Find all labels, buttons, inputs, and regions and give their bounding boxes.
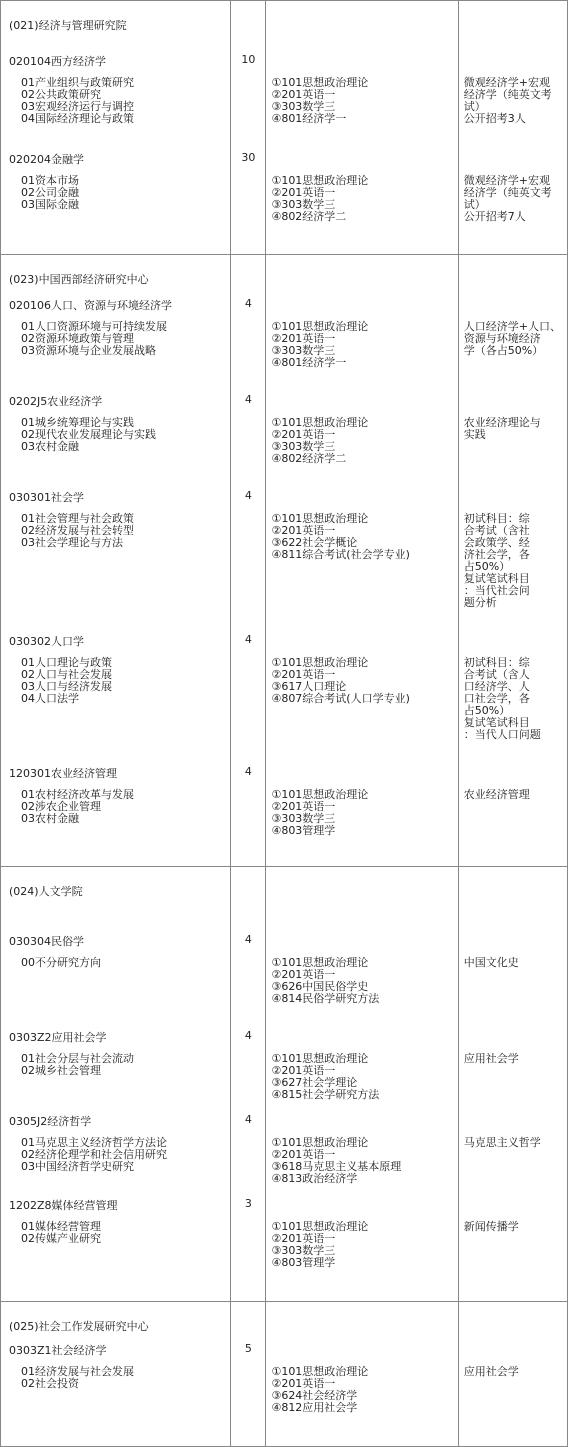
note-line: 合考试（含人 xyxy=(463,668,530,681)
major-name: 030301社会学 xyxy=(9,491,84,504)
major-name: 0305J2经济哲学 xyxy=(9,1115,92,1128)
note-line: 微观经济学+宏观 xyxy=(463,174,550,187)
col-quota xyxy=(231,1,266,255)
exam-subject: ②201英语一 xyxy=(271,524,336,537)
section-row xyxy=(1,1302,568,1447)
direction-list xyxy=(21,1053,134,1077)
major-name: 020104西方经济学 xyxy=(9,55,106,68)
direction-item: 02人口与社会发展 xyxy=(21,668,112,681)
col-exams xyxy=(266,255,458,867)
notes xyxy=(464,957,519,969)
col-major xyxy=(1,255,231,867)
notes xyxy=(464,77,552,125)
quota-value: 30 xyxy=(241,151,256,164)
col-quota xyxy=(231,1302,266,1447)
note-line: 应用社会学 xyxy=(463,1052,519,1065)
notes xyxy=(464,417,541,441)
note-line: 经济学（纯英文考 xyxy=(463,186,552,199)
direction-item: 02城乡社会管理 xyxy=(21,1064,101,1077)
department-title: (025)社会工作发展研究中心 xyxy=(9,1320,149,1333)
note-line: 农业经济理论与 xyxy=(463,416,541,429)
quota-value: 4 xyxy=(244,933,252,946)
exam-subject: ①101思想政治理论 xyxy=(271,1052,369,1065)
exam-subjects xyxy=(271,789,368,837)
direction-list xyxy=(21,321,167,357)
col-quota xyxy=(231,867,266,1302)
major-name: 120301农业经济管理 xyxy=(9,767,117,780)
direction-item: 00不分研究方向 xyxy=(21,956,101,969)
exam-subject: ①101思想政治理论 xyxy=(271,76,369,89)
note-line: 中国文化史 xyxy=(463,956,519,969)
exam-subjects xyxy=(271,417,368,465)
note-line: 应用社会学 xyxy=(463,1365,519,1378)
note-line: 口经济学、人 xyxy=(463,680,530,693)
exam-subject: ③303数学三 xyxy=(271,440,336,453)
exam-subjects xyxy=(271,513,409,561)
section-row xyxy=(1,255,568,867)
exam-subject: ①101思想政治理论 xyxy=(271,956,369,969)
quota-value: 4 xyxy=(244,393,252,406)
direction-list xyxy=(21,1221,101,1245)
exam-subjects xyxy=(271,1366,368,1414)
direction-item: 04国际经济理论与政策 xyxy=(21,112,134,125)
note-line: 口社会学，各 xyxy=(463,692,530,705)
col-notes xyxy=(458,255,567,867)
note-line: ：当代社会问 xyxy=(463,584,530,597)
exam-subject: ③626中国民俗学史 xyxy=(271,980,369,993)
direction-item: 03资源环境与企业发展战略 xyxy=(21,344,156,357)
col-major xyxy=(1,1,231,255)
col-notes xyxy=(458,867,567,1302)
col-quota xyxy=(231,255,266,867)
exam-subject: ①101思想政治理论 xyxy=(271,1365,369,1378)
notes xyxy=(464,1137,541,1149)
section-row xyxy=(1,1,568,255)
direction-item: 02现代农业发展理论与实践 xyxy=(21,428,156,441)
direction-item: 03中国经济哲学史研究 xyxy=(21,1160,134,1173)
exam-subjects xyxy=(271,1221,368,1269)
exam-subjects xyxy=(271,957,379,1005)
note-line: ：当代人口问题 xyxy=(463,728,541,741)
exam-subject: ④802经济学二 xyxy=(271,210,347,223)
direction-list xyxy=(21,957,101,969)
department-title: (024)人文学院 xyxy=(9,885,83,898)
col-exams xyxy=(266,1302,458,1447)
note-line: 会政策学、经 xyxy=(463,536,530,549)
note-line: 合考试（含社 xyxy=(463,524,530,537)
note-line: 复试笔试科目 xyxy=(463,572,530,585)
exam-subject: ②201英语一 xyxy=(271,88,336,101)
direction-item: 01资本市场 xyxy=(21,174,79,187)
notes xyxy=(464,1366,519,1378)
exam-subject: ③622社会学概论 xyxy=(271,536,358,549)
exam-subjects xyxy=(271,77,368,125)
direction-list xyxy=(21,657,112,705)
major-name: 030304民俗学 xyxy=(9,935,84,948)
major-name: 020106人口、资源与环境经济学 xyxy=(9,299,172,312)
col-exams xyxy=(266,867,458,1302)
direction-item: 01媒体经营管理 xyxy=(21,1220,101,1233)
direction-item: 03国际金融 xyxy=(21,198,79,211)
exam-subject: ④813政治经济学 xyxy=(271,1172,358,1185)
quota-value: 3 xyxy=(244,1197,252,1210)
direction-item: 02资源环境政策与管理 xyxy=(21,332,134,345)
major-name: 0303Z1社会经济学 xyxy=(9,1344,107,1357)
note-line: 马克思主义哲学 xyxy=(463,1136,541,1149)
col-exams xyxy=(266,1,458,255)
direction-list xyxy=(21,1366,134,1390)
direction-item: 01人口理论与政策 xyxy=(21,656,112,669)
exam-subjects xyxy=(271,657,409,705)
exam-subject: ①101思想政治理论 xyxy=(271,1220,369,1233)
exam-subject: ③303数学三 xyxy=(271,198,336,211)
exam-subject: ③303数学三 xyxy=(271,344,336,357)
note-line: 人口经济学+人口、 xyxy=(463,320,561,333)
note-line: 试） xyxy=(463,100,486,113)
quota-value: 4 xyxy=(244,297,252,310)
quota-value: 10 xyxy=(241,53,256,66)
note-line: 实践 xyxy=(463,428,486,441)
direction-item: 03农村金融 xyxy=(21,440,79,453)
note-line: 初试科目：综 xyxy=(463,656,530,669)
exam-subject: ③303数学三 xyxy=(271,100,336,113)
exam-subject: ④803管理学 xyxy=(271,1256,336,1269)
notes xyxy=(464,321,561,357)
note-line: 农业经济管理 xyxy=(463,788,530,801)
notes xyxy=(464,1053,519,1065)
note-line: 公开招考7人 xyxy=(463,210,526,223)
exam-subject: ①101思想政治理论 xyxy=(271,416,369,429)
direction-item: 02社会投资 xyxy=(21,1377,79,1390)
direction-item: 02公共政策研究 xyxy=(21,88,101,101)
exam-subject: ③303数学三 xyxy=(271,1244,336,1257)
department-title: (021)经济与管理研究院 xyxy=(9,19,127,32)
direction-item: 01马克思主义经济哲学方法论 xyxy=(21,1136,167,1149)
major-name: 020204金融学 xyxy=(9,153,84,166)
exam-subject: ④807综合考试(人口学专业) xyxy=(271,692,410,705)
direction-item: 03人口与经济发展 xyxy=(21,680,112,693)
direction-item: 03农村金融 xyxy=(21,812,79,825)
direction-item: 01人口资源环境与可持续发展 xyxy=(21,320,167,333)
exam-subject: ④801经济学一 xyxy=(271,112,347,125)
notes xyxy=(464,789,530,801)
note-line: 占50%） xyxy=(463,560,511,573)
quota-value: 4 xyxy=(244,489,252,502)
col-major xyxy=(1,1302,231,1447)
major-name: 1202Z8媒体经营管理 xyxy=(9,1199,118,1212)
exam-subject: ③627社会学理论 xyxy=(271,1076,358,1089)
exam-subject: ②201英语一 xyxy=(271,1064,336,1077)
exam-subject: ④812应用社会学 xyxy=(271,1401,358,1414)
direction-item: 01城乡统筹理论与实践 xyxy=(21,416,134,429)
direction-item: 02公司金融 xyxy=(21,186,79,199)
direction-list xyxy=(21,1137,167,1173)
note-line: 资源与环境经济 xyxy=(463,332,541,345)
direction-item: 02经济伦理学和社会信用研究 xyxy=(21,1148,167,1161)
quota-value: 4 xyxy=(244,1029,252,1042)
exam-subjects xyxy=(271,321,368,369)
direction-item: 01社会管理与社会政策 xyxy=(21,512,134,525)
exam-subject: ①101思想政治理论 xyxy=(271,320,369,333)
col-notes xyxy=(458,1302,567,1447)
exam-subject: ③624社会经济学 xyxy=(271,1389,358,1402)
note-line: 经济学（纯英文考 xyxy=(463,88,552,101)
direction-list xyxy=(21,513,134,549)
note-line: 试） xyxy=(463,198,486,211)
direction-list xyxy=(21,175,79,211)
quota-value: 4 xyxy=(244,765,252,778)
major-name: 0303Z2应用社会学 xyxy=(9,1031,107,1044)
note-line: 公开招考3人 xyxy=(463,112,526,125)
notes xyxy=(464,175,552,223)
quota-value: 4 xyxy=(244,633,252,646)
exam-subject: ①101思想政治理论 xyxy=(271,174,369,187)
direction-item: 01社会分层与社会流动 xyxy=(21,1052,134,1065)
direction-item: 03社会学理论与方法 xyxy=(21,536,123,549)
direction-list xyxy=(21,789,134,825)
quota-value: 4 xyxy=(244,1113,252,1126)
exam-subject: ④802经济学二 xyxy=(271,452,347,465)
exam-subject: ②201英语一 xyxy=(271,968,336,981)
exam-subjects xyxy=(271,1053,379,1101)
exam-subject: ④814民俗学研究方法 xyxy=(271,992,380,1005)
exam-subject: ④803管理学 xyxy=(271,824,336,837)
direction-item: 01经济发展与社会发展 xyxy=(21,1365,134,1378)
exam-subject: ①101思想政治理论 xyxy=(271,656,369,669)
exam-subject: ③303数学三 xyxy=(271,812,336,825)
note-line: 微观经济学+宏观 xyxy=(463,76,550,89)
note-line: 济社会学，各 xyxy=(463,548,530,561)
note-line: 复试笔试科目 xyxy=(463,716,530,729)
notes xyxy=(464,1221,519,1233)
note-line: 初试科目：综 xyxy=(463,512,530,525)
notes xyxy=(464,513,530,609)
exam-subject: ②201英语一 xyxy=(271,668,336,681)
exam-subject: ②201英语一 xyxy=(271,1148,336,1161)
note-line: 题分析 xyxy=(463,596,497,609)
direction-list xyxy=(21,77,134,125)
quota-value: 5 xyxy=(244,1342,252,1355)
exam-subject: ②201英语一 xyxy=(271,186,336,199)
notes xyxy=(464,657,541,741)
major-name: 0202J5农业经济学 xyxy=(9,395,103,408)
direction-item: 02经济发展与社会转型 xyxy=(21,524,134,537)
direction-item: 01产业组织与政策研究 xyxy=(21,76,134,89)
exam-subjects xyxy=(271,1137,401,1185)
section-row xyxy=(1,867,568,1302)
exam-subject: ①101思想政治理论 xyxy=(271,1136,369,1149)
exam-subject: ①101思想政治理论 xyxy=(271,788,369,801)
exam-subject: ④801经济学一 xyxy=(271,356,347,369)
department-title: (023)中国西部经济研究中心 xyxy=(9,273,149,286)
direction-item: 02传媒产业研究 xyxy=(21,1232,101,1245)
direction-item: 02涉农企业管理 xyxy=(21,800,101,813)
exam-subject: ②201英语一 xyxy=(271,1377,336,1390)
exam-subjects xyxy=(271,175,368,223)
note-line: 新闻传播学 xyxy=(463,1220,519,1233)
direction-item: 03宏观经济运行与调控 xyxy=(21,100,134,113)
exam-subject: ②201英语一 xyxy=(271,428,336,441)
exam-subject: ①101思想政治理论 xyxy=(271,512,369,525)
col-major xyxy=(1,867,231,1302)
exam-subject: ④815社会学研究方法 xyxy=(271,1088,380,1101)
note-line: 占50%） xyxy=(463,704,511,717)
exam-subject: ②201英语一 xyxy=(271,332,336,345)
direction-list xyxy=(21,417,156,453)
direction-item: 01农村经济改革与发展 xyxy=(21,788,134,801)
exam-subject: ③617人口理论 xyxy=(271,680,347,693)
col-notes xyxy=(458,1,567,255)
exam-subject: ③618马克思主义基本原理 xyxy=(271,1160,402,1173)
exam-subject: ④811综合考试(社会学专业) xyxy=(271,548,410,561)
note-line: 学（各占50%） xyxy=(463,344,544,357)
major-name: 030302人口学 xyxy=(9,635,84,648)
exam-subject: ②201英语一 xyxy=(271,800,336,813)
exam-subject: ②201英语一 xyxy=(271,1232,336,1245)
direction-item: 04人口法学 xyxy=(21,692,79,705)
